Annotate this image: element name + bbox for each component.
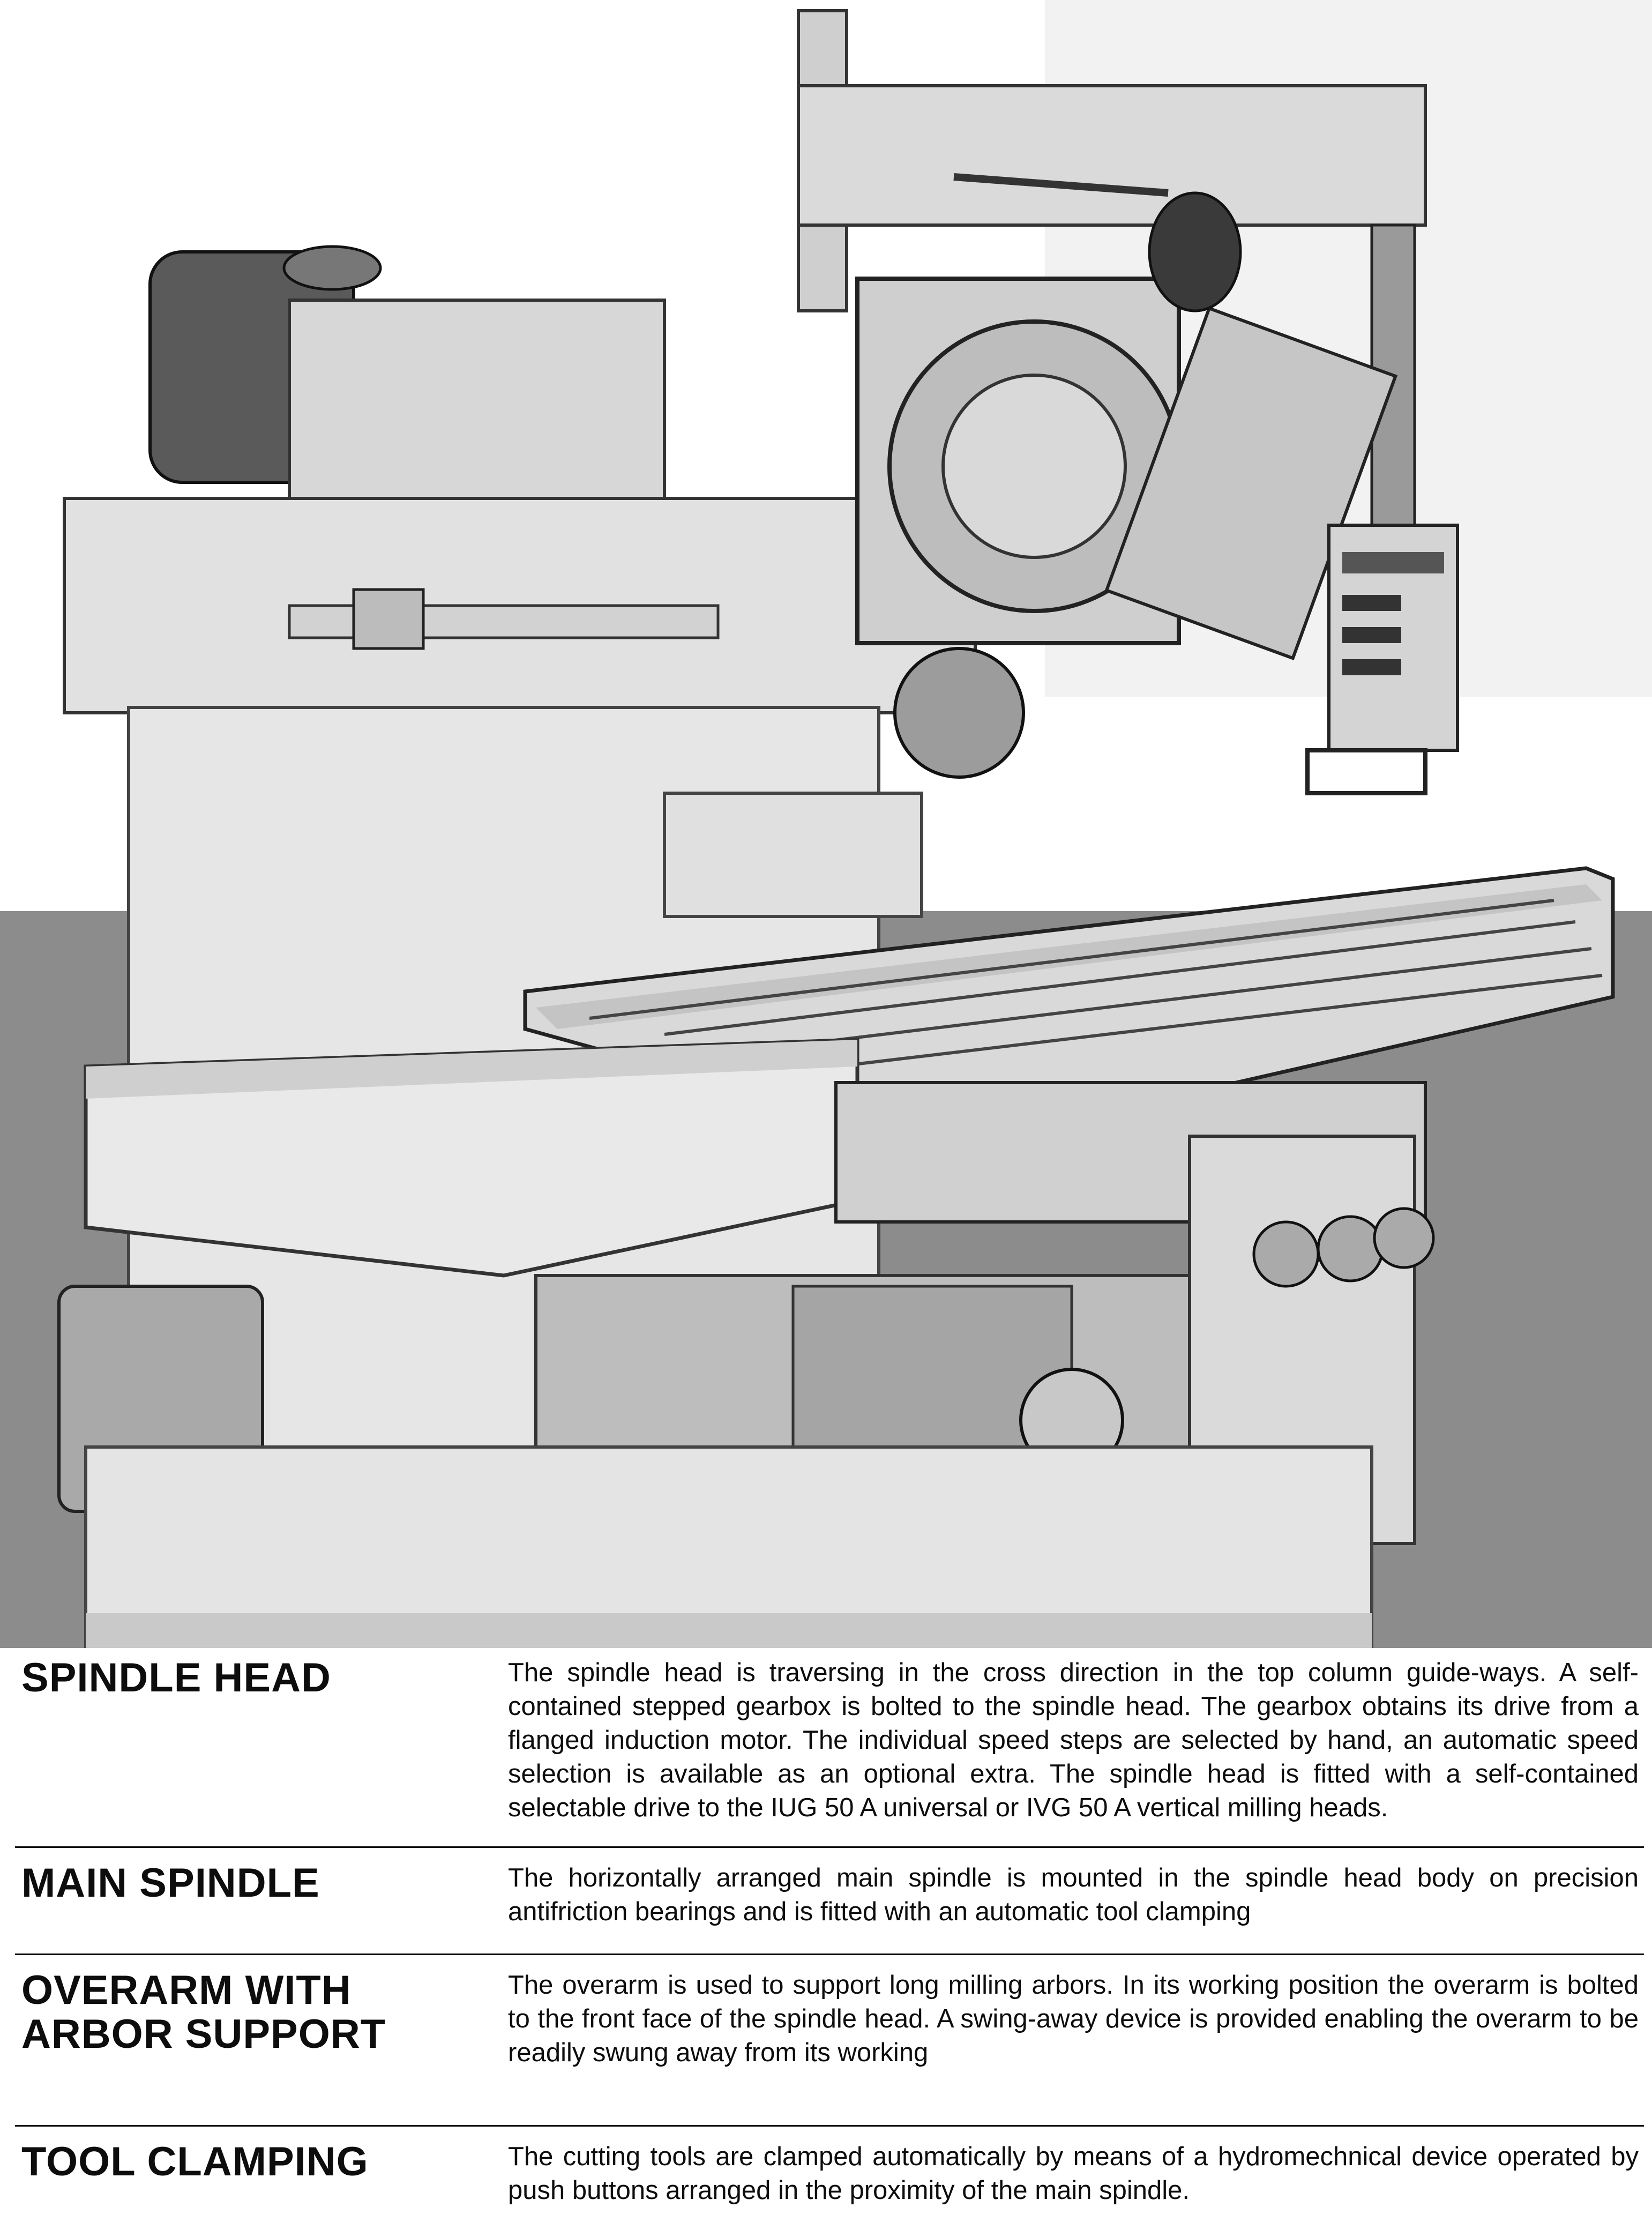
section-text: The spindle head is traversing in the cross direction in the top column guide-ways. A self-contained stepped gearbox is bolted to the spindle head. The gearbox obtains its drive from a flanged induction motor. The individual speed steps are selected by hand, an automatic speed selection is available as an optional extra. The spindle head is fitted with a self-contained selectable drive to the IUG 50 A universal or IVG 50 A vertical milling heads. xyxy=(508,1658,1639,1822)
section-heading: OVERARM WITH ARBOR SUPPORT xyxy=(21,1967,386,2057)
main-spindle-nose xyxy=(895,648,1023,777)
specs-section xyxy=(0,1648,1652,2222)
section-heading: SPINDLE HEAD xyxy=(21,1655,331,1701)
section-text: The cutting tools are clamped automatically by means of a hydromechnical device operated by push buttons arranged in the proximity of the main spindle. xyxy=(508,2142,1639,2205)
section-heading: MAIN SPINDLE xyxy=(21,1860,320,1906)
divider xyxy=(15,2125,1644,2127)
section-text: The overarm is used to support long milling arbors. In its working position the overarm is bolted to the front face of the spindle head. A swing-away device is provided enabling the overarm to be readily swung away from its working xyxy=(508,1971,1639,2067)
section-text: The horizontally arranged main spindle is mounted in the spindle head body on precision antifriction bearings and is fitted with an automatic tool clamping xyxy=(508,1863,1639,1926)
divider xyxy=(15,1953,1644,1955)
divider xyxy=(15,1846,1644,1848)
section-heading: TOOL CLAMPING xyxy=(21,2139,369,2184)
